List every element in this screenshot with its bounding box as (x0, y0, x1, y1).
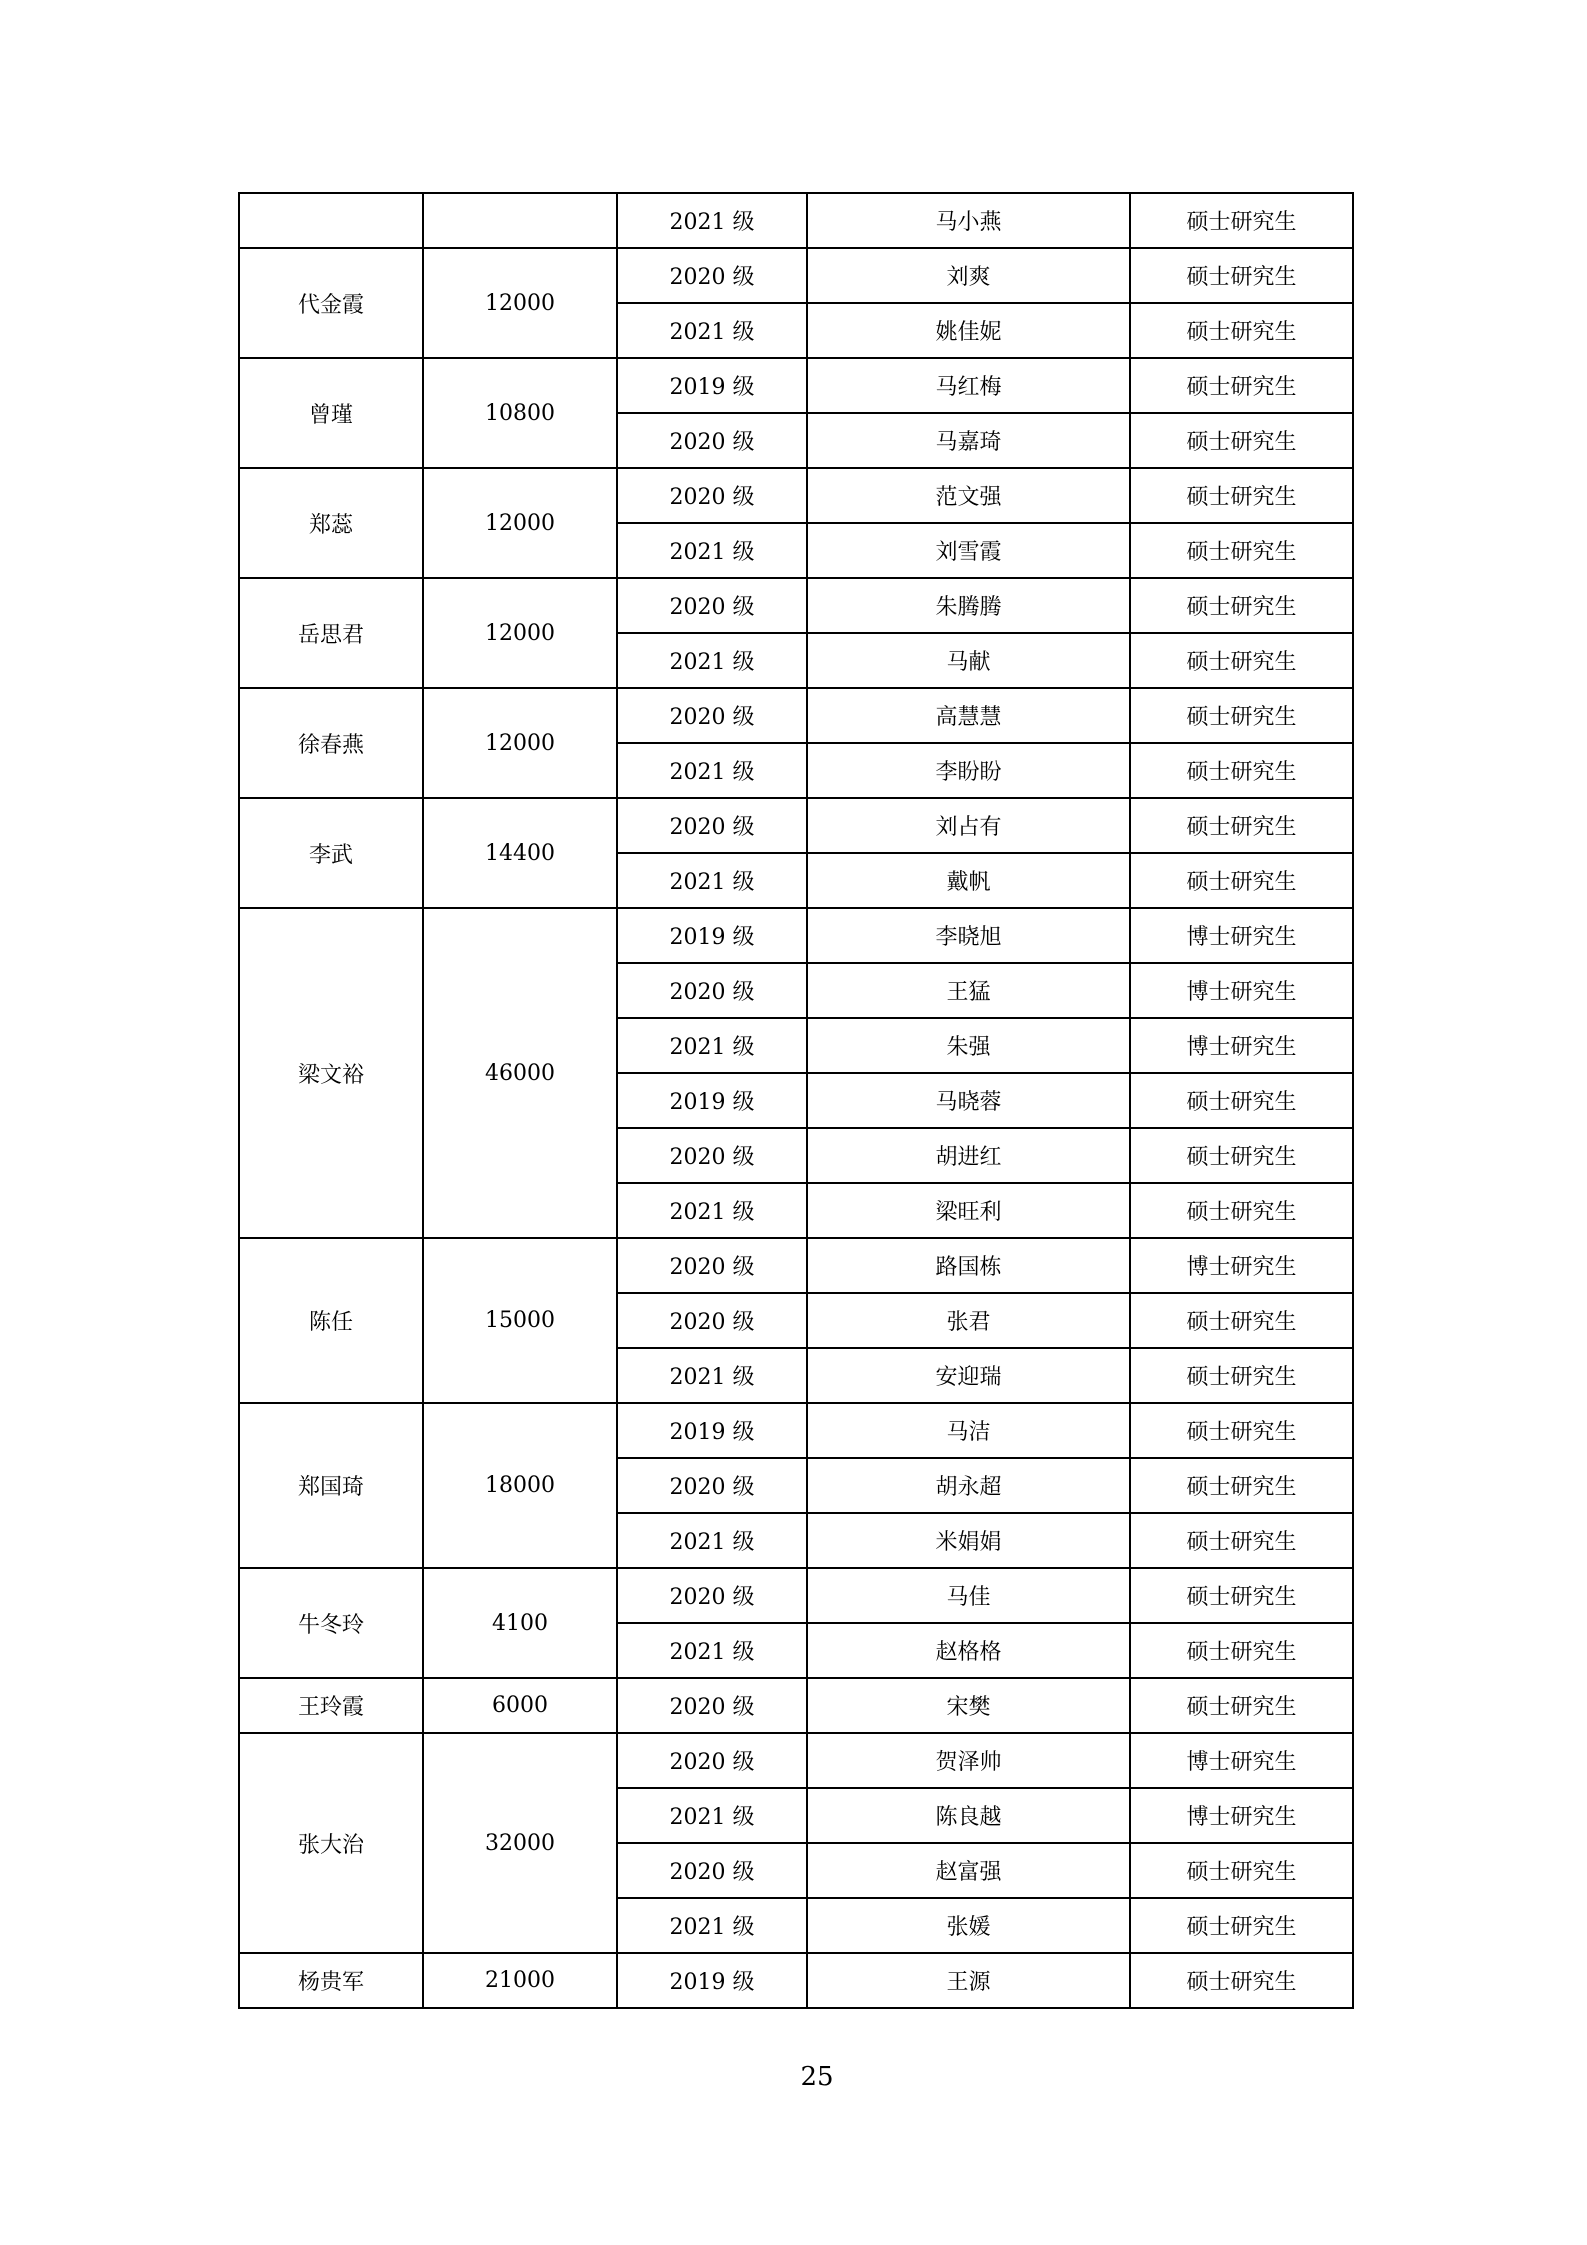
table-row (239, 1678, 1353, 1733)
table-row (239, 908, 1353, 963)
amount-cell: 21000 (423, 1953, 617, 2008)
grade-cell: 2021 级 (617, 853, 807, 908)
teacher-name-cell: 岳思君 (239, 578, 423, 688)
table-row (239, 1403, 1353, 1458)
student-type-cell: 硕士研究生 (1130, 1458, 1353, 1513)
student-type-cell: 硕士研究生 (1130, 468, 1353, 523)
student-name-cell: 姚佳妮 (807, 303, 1130, 358)
student-name-cell: 戴帆 (807, 853, 1130, 908)
student-type-cell: 硕士研究生 (1130, 1128, 1353, 1183)
teacher-name-cell: 杨贵军 (239, 1953, 423, 2008)
grade-cell: 2021 级 (617, 1513, 807, 1568)
student-type-cell: 硕士研究生 (1130, 413, 1353, 468)
teacher-name-cell (239, 193, 423, 248)
student-name-cell: 马洁 (807, 1403, 1130, 1458)
student-type-cell: 硕士研究生 (1130, 523, 1353, 578)
student-type-cell: 博士研究生 (1130, 908, 1353, 963)
student-name-cell: 贺泽帅 (807, 1733, 1130, 1788)
student-name-cell: 刘雪霞 (807, 523, 1130, 578)
student-name-cell: 朱腾腾 (807, 578, 1130, 633)
student-type-cell: 博士研究生 (1130, 1018, 1353, 1073)
student-type-cell: 博士研究生 (1130, 1733, 1353, 1788)
student-type-cell: 硕士研究生 (1130, 1953, 1353, 2008)
student-name-cell: 米娟娟 (807, 1513, 1130, 1568)
student-name-cell: 王源 (807, 1953, 1130, 2008)
grade-cell: 2021 级 (617, 1623, 807, 1678)
table-row (239, 1733, 1353, 1788)
student-name-cell: 赵格格 (807, 1623, 1130, 1678)
grade-cell: 2021 级 (617, 1348, 807, 1403)
student-name-cell: 马晓蓉 (807, 1073, 1130, 1128)
student-name-cell: 王猛 (807, 963, 1130, 1018)
amount-cell: 4100 (423, 1568, 617, 1678)
student-name-cell: 马小燕 (807, 193, 1130, 248)
student-type-cell: 硕士研究生 (1130, 688, 1353, 743)
teacher-name-cell: 张大治 (239, 1733, 423, 1953)
table-row (239, 248, 1353, 303)
grade-cell: 2021 级 (617, 523, 807, 578)
table-row (239, 798, 1353, 853)
grade-cell: 2021 级 (617, 1183, 807, 1238)
grade-cell: 2020 级 (617, 688, 807, 743)
amount-cell: 18000 (423, 1403, 617, 1568)
student-type-cell: 硕士研究生 (1130, 1293, 1353, 1348)
student-type-cell: 硕士研究生 (1130, 358, 1353, 413)
amount-cell: 32000 (423, 1733, 617, 1953)
grade-cell: 2021 级 (617, 193, 807, 248)
student-name-cell: 梁旺利 (807, 1183, 1130, 1238)
grade-cell: 2019 级 (617, 908, 807, 963)
grade-cell: 2021 级 (617, 303, 807, 358)
grade-cell: 2020 级 (617, 798, 807, 853)
teacher-name-cell: 梁文裕 (239, 908, 423, 1238)
student-name-cell: 安迎瑞 (807, 1348, 1130, 1403)
student-type-cell: 硕士研究生 (1130, 853, 1353, 908)
grade-cell: 2019 级 (617, 1953, 807, 2008)
amount-cell: 15000 (423, 1238, 617, 1403)
amount-cell: 12000 (423, 248, 617, 358)
student-name-cell: 宋樊 (807, 1678, 1130, 1733)
teacher-name-cell: 王玲霞 (239, 1678, 423, 1733)
student-name-cell: 李盼盼 (807, 743, 1130, 798)
amount-cell: 6000 (423, 1678, 617, 1733)
grade-cell: 2021 级 (617, 1898, 807, 1953)
grade-cell: 2020 级 (617, 248, 807, 303)
grade-cell: 2020 级 (617, 578, 807, 633)
stipend-table-body (239, 193, 1353, 2008)
student-type-cell: 硕士研究生 (1130, 1073, 1353, 1128)
grade-cell: 2020 级 (617, 1238, 807, 1293)
student-type-cell: 硕士研究生 (1130, 633, 1353, 688)
grade-cell: 2019 级 (617, 358, 807, 413)
student-name-cell: 李晓旭 (807, 908, 1130, 963)
student-type-cell: 硕士研究生 (1130, 1898, 1353, 1953)
student-name-cell: 胡进红 (807, 1128, 1130, 1183)
grade-cell: 2020 级 (617, 1128, 807, 1183)
teacher-name-cell: 郑蕊 (239, 468, 423, 578)
grade-cell: 2021 级 (617, 633, 807, 688)
teacher-name-cell: 牛冬玲 (239, 1568, 423, 1678)
teacher-name-cell: 李武 (239, 798, 423, 908)
student-type-cell: 硕士研究生 (1130, 1678, 1353, 1733)
grade-cell: 2019 级 (617, 1073, 807, 1128)
grade-cell: 2020 级 (617, 413, 807, 468)
student-name-cell: 胡永超 (807, 1458, 1130, 1513)
student-name-cell: 刘爽 (807, 248, 1130, 303)
amount-cell: 10800 (423, 358, 617, 468)
grade-cell: 2020 级 (617, 468, 807, 523)
student-type-cell: 硕士研究生 (1130, 1623, 1353, 1678)
grade-cell: 2019 级 (617, 1403, 807, 1458)
student-type-cell: 硕士研究生 (1130, 1348, 1353, 1403)
amount-cell: 12000 (423, 688, 617, 798)
teacher-name-cell: 徐春燕 (239, 688, 423, 798)
grade-cell: 2020 级 (617, 1843, 807, 1898)
student-name-cell: 陈良越 (807, 1788, 1130, 1843)
table-row (239, 193, 1353, 248)
student-type-cell: 硕士研究生 (1130, 248, 1353, 303)
student-name-cell: 刘占有 (807, 798, 1130, 853)
student-type-cell: 硕士研究生 (1130, 193, 1353, 248)
student-name-cell: 张君 (807, 1293, 1130, 1348)
teacher-name-cell: 陈任 (239, 1238, 423, 1403)
student-name-cell: 马佳 (807, 1568, 1130, 1623)
student-type-cell: 硕士研究生 (1130, 1183, 1353, 1238)
student-name-cell: 马献 (807, 633, 1130, 688)
grade-cell: 2020 级 (617, 963, 807, 1018)
teacher-name-cell: 郑国琦 (239, 1403, 423, 1568)
student-name-cell: 路国栋 (807, 1238, 1130, 1293)
table-row (239, 1238, 1353, 1293)
grade-cell: 2020 级 (617, 1678, 807, 1733)
grade-cell: 2020 级 (617, 1733, 807, 1788)
student-type-cell: 硕士研究生 (1130, 743, 1353, 798)
student-type-cell: 硕士研究生 (1130, 1843, 1353, 1898)
table-row (239, 468, 1353, 523)
table-row (239, 688, 1353, 743)
grade-cell: 2020 级 (617, 1458, 807, 1513)
amount-cell (423, 193, 617, 248)
student-type-cell: 硕士研究生 (1130, 1403, 1353, 1458)
grade-cell: 2021 级 (617, 1788, 807, 1843)
table-row (239, 358, 1353, 413)
student-type-cell: 硕士研究生 (1130, 578, 1353, 633)
teacher-name-cell: 曾瑾 (239, 358, 423, 468)
student-type-cell: 硕士研究生 (1130, 1568, 1353, 1623)
student-name-cell: 赵富强 (807, 1843, 1130, 1898)
stipend-table (238, 192, 1354, 2009)
table-row (239, 1568, 1353, 1623)
student-type-cell: 博士研究生 (1130, 963, 1353, 1018)
page-number: 25 (800, 2062, 834, 2092)
student-name-cell: 张媛 (807, 1898, 1130, 1953)
table-row (239, 1953, 1353, 2008)
amount-cell: 12000 (423, 578, 617, 688)
student-name-cell: 高慧慧 (807, 688, 1130, 743)
grade-cell: 2021 级 (617, 1018, 807, 1073)
amount-cell: 12000 (423, 468, 617, 578)
amount-cell: 14400 (423, 798, 617, 908)
table-row (239, 578, 1353, 633)
student-type-cell: 硕士研究生 (1130, 303, 1353, 358)
student-type-cell: 硕士研究生 (1130, 798, 1353, 853)
teacher-name-cell: 代金霞 (239, 248, 423, 358)
student-name-cell: 马嘉琦 (807, 413, 1130, 468)
amount-cell: 46000 (423, 908, 617, 1238)
student-type-cell: 博士研究生 (1130, 1238, 1353, 1293)
student-name-cell: 马红梅 (807, 358, 1130, 413)
student-type-cell: 硕士研究生 (1130, 1513, 1353, 1568)
student-name-cell: 范文强 (807, 468, 1130, 523)
grade-cell: 2020 级 (617, 1293, 807, 1348)
grade-cell: 2020 级 (617, 1568, 807, 1623)
student-name-cell: 朱强 (807, 1018, 1130, 1073)
student-type-cell: 博士研究生 (1130, 1788, 1353, 1843)
grade-cell: 2021 级 (617, 743, 807, 798)
